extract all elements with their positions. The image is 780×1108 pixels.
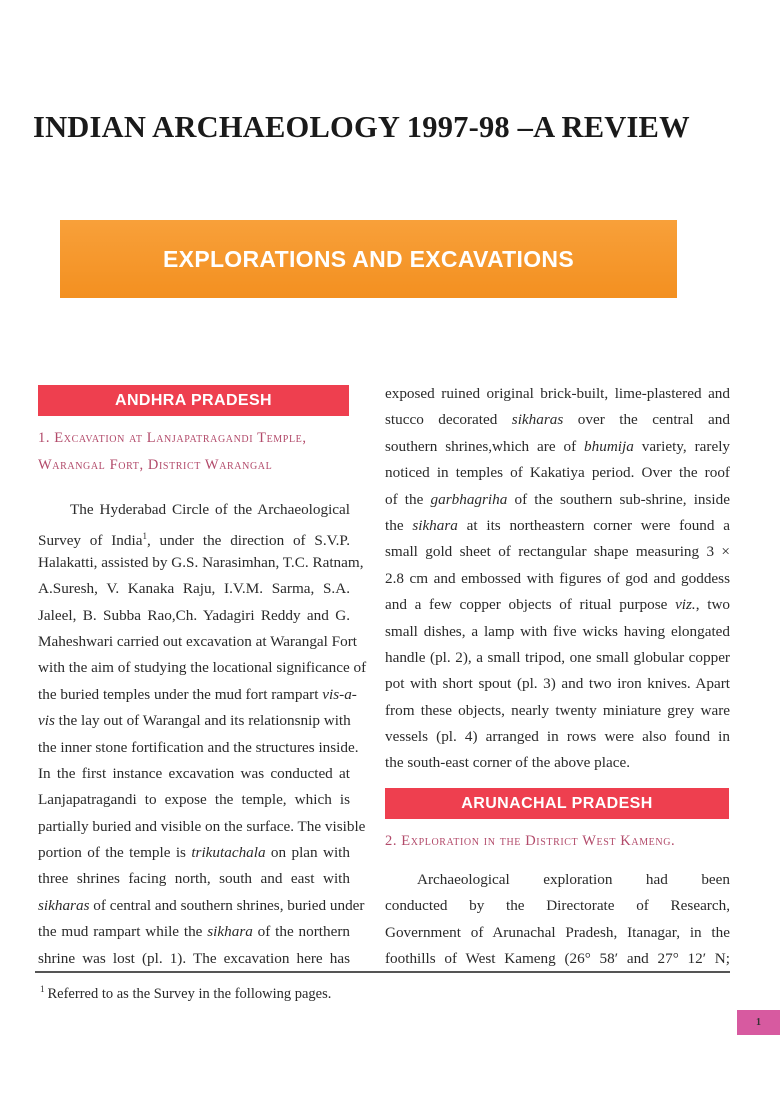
text-line <box>38 682 357 708</box>
page-title: INDIAN ARCHAEOLOGY 1997-98 –A REVIEW <box>33 110 690 144</box>
text-segment: vessels (pl. 4) arranged in rows were also found in <box>385 728 730 746</box>
text-line <box>385 920 730 946</box>
text-segment: , under the direction of S.V.P. <box>146 532 350 550</box>
text-segment: of the southern sub-shrine, inside <box>507 490 730 508</box>
text-line <box>38 603 350 629</box>
text-line <box>38 655 367 681</box>
text-segment: The Hyderabad Circle of the Archaeological <box>70 501 350 518</box>
page-number-box <box>737 1010 780 1035</box>
text-segment: In the first instance excavation was conducted at <box>38 764 350 782</box>
text-line <box>385 592 730 618</box>
italic-term: bhumija <box>584 437 634 455</box>
italic-term: sikharas <box>511 411 564 429</box>
text-segment: Maheshwari carried out excavation at Warangal Fort <box>38 632 357 650</box>
text-segment: on plan with <box>265 844 350 862</box>
arunachal-paragraph <box>385 867 730 973</box>
text-segment: Government of Arunachal Pradesh, Itanagar, in the <box>385 923 730 941</box>
text-segment: handle (pl. 2), a small tripod, one small globular copper <box>385 648 730 666</box>
text-line <box>38 761 350 787</box>
text-line <box>38 893 365 919</box>
text-segment: and a few copper objects of ritual purpose <box>385 596 676 614</box>
text-segment: Jaleel, B. Subba Rao,Ch. Yadagiri Reddy and G. <box>38 606 350 624</box>
text-line <box>385 893 730 919</box>
text-line <box>38 629 357 655</box>
footnote-divider <box>35 971 730 973</box>
text-segment: the south-east corner of the above place. <box>385 754 631 772</box>
text-line <box>385 867 730 893</box>
text-line <box>385 513 730 539</box>
italic-term: vis <box>38 712 55 730</box>
text-line <box>38 708 350 734</box>
text-line <box>385 460 730 486</box>
text-segment: stucco decorated <box>385 411 512 429</box>
text-line <box>385 434 730 460</box>
footnote-ref: 1 <box>142 531 147 542</box>
text-segment: A.Suresh, V. Kanaka Raju, I.V.M. Sarma, S.A. <box>38 580 350 598</box>
text-segment: partially buried and visible on the surface. The visible <box>38 817 366 835</box>
text-segment: foothills of West Kameng (26° 58′ and 27° 12′ N; <box>385 950 730 968</box>
text-segment: small gold sheet of rectangular shape measuring 3 × <box>385 543 730 561</box>
text-segment: of central and southern shrines, buried under <box>89 896 365 914</box>
text-segment: the mud rampart while the <box>38 923 208 941</box>
text-line <box>38 523 350 549</box>
text-segment: the lay out of Warangal and its relationsnip with <box>54 712 351 730</box>
text-segment: over the central and <box>563 411 730 429</box>
page-number: 1 <box>756 1017 761 1028</box>
text-segment: Halakatti, assisted by G.S. Narasimhan, T.C. Ratnam, <box>38 553 364 571</box>
text-segment: shrine was lost (pl. 1). The excavation here has <box>38 949 350 967</box>
text-line <box>385 750 730 776</box>
text-line <box>38 735 359 761</box>
text-line <box>38 919 350 945</box>
text-segment: the buried temples under the mud fort rampart <box>38 685 323 703</box>
text-line <box>385 698 730 724</box>
text-segment: the inner stone fortification and the structures inside. <box>38 738 359 756</box>
text-line <box>385 619 730 645</box>
text-segment: variety, rarely <box>633 437 731 455</box>
section-banner <box>60 220 677 298</box>
section-banner-label: EXPLORATIONS AND EXCAVATIONS <box>163 245 574 272</box>
text-segment: noticed in temples of Kakatiya period. Over the roof <box>385 464 730 482</box>
footnote <box>40 984 331 1003</box>
state-label: ARUNACHAL PRADESH <box>461 794 653 812</box>
text-segment: portion of the temple is <box>38 844 192 862</box>
italic-term: sikharas <box>38 896 90 914</box>
text-line <box>385 381 730 407</box>
text-segment: from these objects, nearly twenty miniature grey ware <box>385 701 730 719</box>
text-line <box>385 946 730 972</box>
text-segment: , two <box>695 596 730 614</box>
andhra-paragraph <box>38 497 367 972</box>
text-segment: southern shrines,which are of <box>385 437 585 455</box>
italic-term: sikhara <box>207 923 253 941</box>
text-segment: of the <box>385 490 431 508</box>
text-line <box>38 840 350 866</box>
text-segment: with the aim of studying the locational significance of <box>38 659 367 677</box>
text-line <box>38 497 350 523</box>
text-segment: 2.8 cm and embossed with figures of god and goddess <box>385 569 730 587</box>
text-line <box>385 566 730 592</box>
text-line <box>385 539 730 565</box>
text-line <box>38 866 350 892</box>
italic-term: vis-a- <box>322 685 357 703</box>
text-segment: three shrines facing north, south and east with <box>38 870 350 888</box>
italic-term: sikhara <box>412 516 458 534</box>
text-line <box>385 724 730 750</box>
text-line <box>38 946 350 972</box>
italic-term: trikutachala <box>191 844 266 862</box>
text-line <box>385 671 730 697</box>
text-segment: Archaeological exploration had been <box>417 871 730 888</box>
state-label: ANDHRA PRADESH <box>114 391 272 409</box>
text-segment: conducted by the Directorate of Research, <box>385 897 730 915</box>
text-line <box>38 576 350 602</box>
text-line <box>38 787 350 813</box>
italic-term: garbhagriha <box>430 490 508 508</box>
subheading-line: 2. Exploration in the District West Kameng. <box>385 833 676 849</box>
italic-term: viz. <box>675 596 696 614</box>
text-segment: small dishes, a lamp with five wicks having elongated <box>385 622 730 640</box>
text-line <box>385 645 730 671</box>
text-line <box>38 814 366 840</box>
text-line <box>385 407 730 433</box>
text-line <box>385 487 730 513</box>
text-segment: the <box>385 516 413 534</box>
text-segment: pot with short spout (pl. 3) and two iron knives. Apart <box>385 675 730 693</box>
footnote-text: Referred to as the Survey in the following pages. <box>47 985 332 1002</box>
text-segment: Survey of India <box>38 532 143 550</box>
state-banner-andhra <box>38 385 349 416</box>
andhra-paragraph-continued <box>385 381 730 777</box>
subheading-line: 1. Excavation at Lanjapatragandi Temple, <box>38 430 307 446</box>
text-line <box>38 550 364 576</box>
subheading-line: Warangal Fort, District Warangal <box>38 457 273 473</box>
text-segment: Lanjapatragandi to expose the temple, which is <box>38 791 350 809</box>
text-segment: of the northern <box>252 923 350 941</box>
state-banner-arunachal <box>385 788 729 819</box>
footnote-mark: 1 <box>40 984 45 994</box>
text-segment: exposed ruined original brick-built, lime-plastered and <box>385 385 730 402</box>
text-segment: at its northeastern corner were found a <box>457 516 730 534</box>
